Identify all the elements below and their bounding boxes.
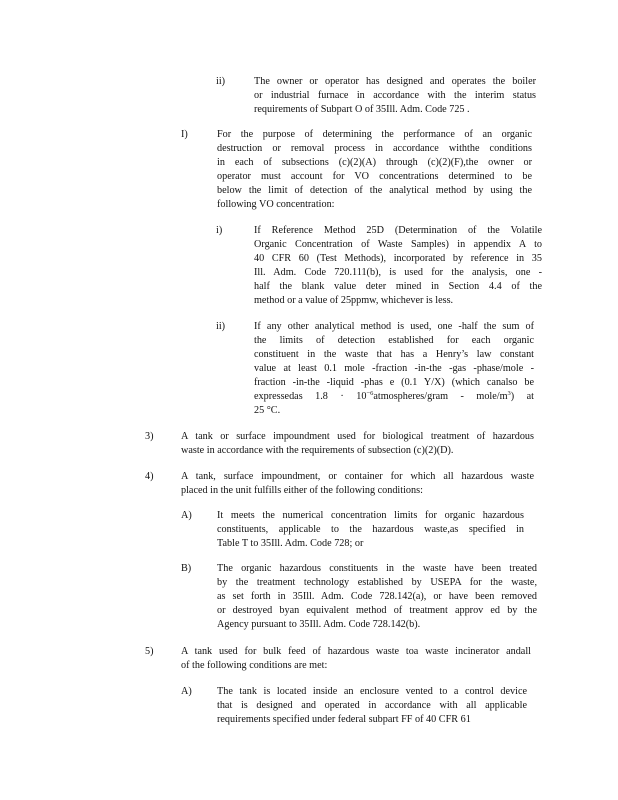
text-line: that is designed and operated in accordance with all applicable	[217, 700, 527, 711]
text-line: below the limit of detection of the analytical method by using the	[217, 185, 532, 196]
text-line: of the following conditions are met:	[181, 660, 328, 671]
text-line: Agency pursuant to 35Ill. Adm. Code 728.142(b).	[217, 619, 421, 630]
item-label: i)	[216, 225, 223, 236]
exponent: 3	[507, 390, 511, 397]
item-label: A)	[181, 686, 192, 697]
text-line: as set forth in 35Ill. Adm. Code 728.142(a), or have been removed	[217, 591, 537, 602]
text-line: waste in accordance with the requirements of subsection (c)(2)(D).	[181, 445, 454, 456]
item-text	[181, 470, 534, 498]
item-text	[217, 685, 527, 727]
item-text	[217, 509, 524, 551]
item-label: ii)	[216, 76, 226, 87]
item-text	[254, 320, 534, 418]
text-line: by the treatment technology established by USEPA for the waste,	[217, 577, 537, 588]
text-fragment: expressedas 1.8 · 10	[254, 391, 367, 402]
text-line: A tank, surface impoundment, or container for which all hazardous waste	[181, 471, 534, 482]
text-line: placed in the unit fulfills either of the following conditions:	[181, 485, 423, 496]
item-label: A)	[181, 510, 192, 521]
text-line: A tank or surface impoundment used for biological treatment of hazardous	[181, 431, 534, 442]
text-line: operator must account for VO concentrations determined to be	[217, 171, 532, 182]
text-line: half the blank value deter mined in Section 4.4 of the	[254, 281, 542, 292]
text-line: method or a value of 25ppmw, whichever is less.	[254, 295, 454, 306]
text-fragment: ) at	[510, 391, 534, 402]
exponent: −6	[366, 390, 374, 397]
text-line: If any other analytical method is used, one -half the sum of	[254, 321, 534, 332]
text-line: Table T to 35Ill. Adm. Code 728; or	[217, 538, 364, 549]
text-line: value at least 0.1 mole -fraction -in-the -gas -phase/mole -	[254, 363, 534, 374]
text-line: constituent in the waste that has a Henry’s law constant	[254, 349, 534, 360]
item-label: I)	[181, 129, 188, 140]
text-line-with-exponents	[254, 390, 534, 404]
text-line: 40 CFR 60 (Test Methods), incorporated by reference in 35	[254, 253, 542, 264]
text-line: constituents, applicable to the hazardous waste,as specified in	[217, 524, 524, 535]
text-line: For the purpose of determining the performance of an organic	[217, 129, 532, 140]
text-line: requirements specified under federal subpart FF of 40 CFR 61	[217, 714, 471, 725]
item-text	[254, 224, 542, 308]
text-line: requirements of Subpart O of 35Ill. Adm. Code 725 .	[254, 104, 470, 115]
text-line: It meets the numerical concentration limits for organic hazardous	[217, 510, 524, 521]
item-label: ii)	[216, 321, 226, 332]
item-text	[181, 645, 531, 673]
item-label: 3)	[145, 431, 154, 442]
text-line: Ill. Adm. Code 720.111(b), is used for the analysis, one -	[254, 267, 542, 278]
item-text	[254, 75, 536, 117]
item-label: 4)	[145, 471, 154, 482]
item-text	[217, 562, 537, 632]
item-label: 5)	[145, 646, 154, 657]
text-line: The tank is located inside an enclosure vented to a control device	[217, 686, 527, 697]
text-line: A tank used for bulk feed of hazardous waste toa waste incinerator andall	[181, 646, 531, 657]
text-line: in each of subsections (c)(2)(A) through (c)(2)(F),the owner or	[217, 157, 532, 168]
text-line: or destroyed byan equivalent method of treatment approv ed by the	[217, 605, 537, 616]
text-line: following VO concentration:	[217, 199, 335, 210]
item-label: B)	[181, 563, 192, 574]
text-line: or industrial furnace in accordance with the interim status	[254, 90, 536, 101]
item-text	[217, 128, 532, 212]
text-line: 25 °C.	[254, 405, 281, 416]
text-line: If Reference Method 25D (Determination of the Volatile	[254, 225, 542, 236]
item-text	[181, 430, 534, 458]
text-line: destruction or removal process in accordance withthe conditions	[217, 143, 532, 154]
text-line: The organic hazardous constituents in the waste have been treated	[217, 563, 537, 574]
text-line: The owner or operator has designed and operates the boiler	[254, 76, 536, 87]
text-fragment: atmospheres/gram - mole/m	[373, 391, 508, 402]
text-line: Organic Concentration of Waste Samples) in appendix A to	[254, 239, 542, 250]
text-line: the limits of detection established for each organic	[254, 335, 534, 346]
text-line: fraction -in-the -liquid -phas e (0.1 Y/X) (which canalso be	[254, 377, 534, 388]
